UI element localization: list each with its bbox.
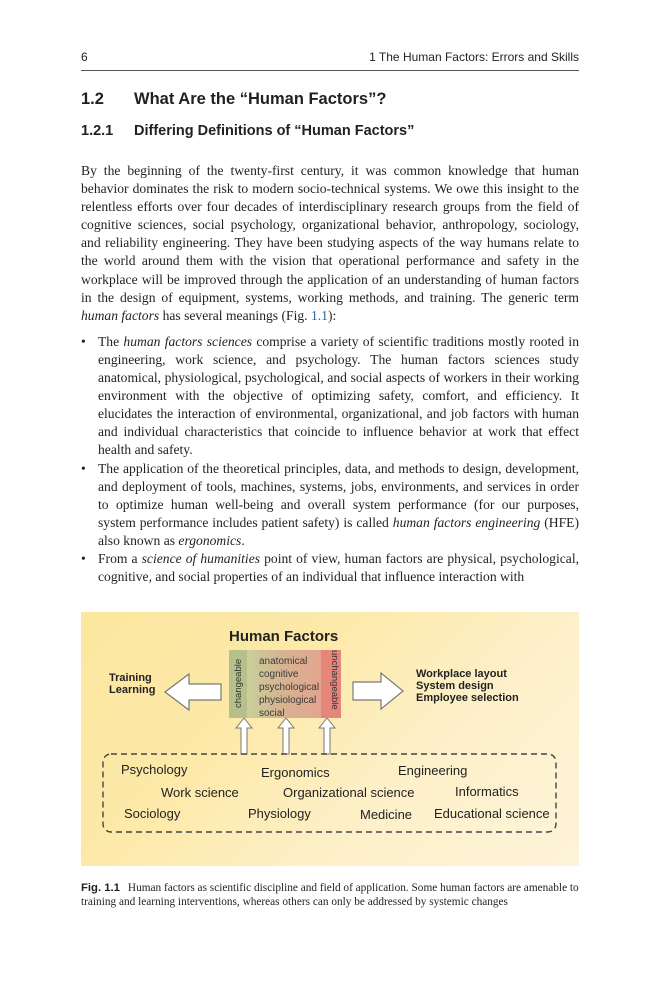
page-number: 6 xyxy=(81,50,88,64)
section-number: 1.2 xyxy=(81,90,104,108)
figure-reference-link[interactable]: 1.1 xyxy=(310,307,328,323)
bullet-2-text-b: (HFE) also known as xyxy=(98,514,579,548)
list-item xyxy=(81,460,579,550)
bullet-1-text-a: The xyxy=(98,333,124,349)
intro-text-3: ): xyxy=(327,307,337,323)
bullet-2-term: human factors engineering xyxy=(392,514,541,530)
bullet-3-text-a: From a xyxy=(98,550,142,566)
discipline-physiology: Physiology xyxy=(248,806,311,821)
caption-label: Fig. 1.1 xyxy=(81,882,120,894)
running-header xyxy=(81,50,579,68)
intro-text-2: has several meanings (Fig. xyxy=(159,307,311,323)
discipline-educational-science: Educational science xyxy=(434,806,550,821)
figure-title: Human Factors xyxy=(229,628,339,645)
target-learning: Learning xyxy=(109,684,156,696)
section-heading xyxy=(81,90,386,109)
body-text xyxy=(81,162,579,586)
discipline-engineering: Engineering xyxy=(398,763,468,778)
bullet-2-term-2: ergonomics xyxy=(178,532,242,548)
subsection-heading xyxy=(81,123,414,139)
unchangeable-label: unchangeable xyxy=(329,650,340,710)
changeable-label: changeable xyxy=(233,658,244,708)
arrow-left-icon xyxy=(165,674,221,710)
factor-item: social xyxy=(259,708,285,719)
arrow-up-icon xyxy=(278,718,294,754)
caption-text: Human factors as scientific discipline and field of application. Some human factors are amenable to training and learning interventions, whereas others can only be addressed by systemic changes xyxy=(81,882,579,908)
discipline-informatics: Informatics xyxy=(455,784,519,799)
subsection-title: Differing Definitions of “Human Factors” xyxy=(134,123,415,139)
left-targets xyxy=(109,672,155,696)
factor-item: cognitive xyxy=(259,669,299,680)
header-rule xyxy=(81,70,579,71)
bullet-3-term: science of humanities xyxy=(141,550,261,566)
bullet-2-text-a: The application of the theoretical principles, data, and methods to design, development, and deployment of tools, machines, systems, jobs, environments, and services in order to optimize human well-being and overall system performance (for our purposes, system performance includes patient safety) is called xyxy=(98,460,579,530)
figure-caption xyxy=(81,881,579,909)
bullet-2-text-c: . xyxy=(241,532,245,548)
list-item xyxy=(81,550,579,586)
target-employee-selection: Employee selection xyxy=(416,692,519,704)
factor-item: anatomical xyxy=(259,656,308,667)
discipline-sociology: Sociology xyxy=(124,806,181,821)
factor-list xyxy=(259,655,319,720)
list-item xyxy=(81,333,579,460)
target-system-design: System design xyxy=(416,680,494,692)
target-training: Training xyxy=(109,672,152,684)
arrow-up-icon xyxy=(236,718,252,754)
factor-item: physiological xyxy=(259,695,317,706)
bullet-1-text-b: comprise a variety of scientific traditions mostly rooted in engineering, work science, and psychology. The human factors sciences study anatomical, physiological, psychological, and social aspects of workers in their working environment with the objective of optimizing safety, comfort, and efficiency. It elucidates the interaction of environmental, organizational, and job factors with human and individual characteristics that coincide to influence behavior at work that effect health and safety. xyxy=(98,333,579,458)
discipline-work-science: Work science xyxy=(161,785,239,800)
arrow-up-icon xyxy=(319,718,335,754)
intro-term: human factors xyxy=(81,307,160,323)
subsection-number: 1.2.1 xyxy=(81,123,114,139)
discipline-psychology: Psychology xyxy=(121,762,188,777)
target-workplace-layout: Workplace layout xyxy=(416,668,507,680)
right-targets xyxy=(416,668,519,704)
figure-1-1 xyxy=(81,612,579,866)
discipline-organizational-science: Organizational science xyxy=(283,785,415,800)
discipline-medicine: Medicine xyxy=(360,807,413,822)
discipline-ergonomics: Ergonomics xyxy=(261,765,330,780)
factor-item: psychological xyxy=(259,682,320,693)
section-title: What Are the “Human Factors”? xyxy=(134,90,387,108)
running-title: 1 The Human Factors: Errors and Skills xyxy=(369,50,579,64)
definition-list xyxy=(81,333,579,586)
arrow-right-icon xyxy=(353,673,403,709)
intro-text: By the beginning of the twenty-first century, it was common knowledge that human behavior dominates the risk to modern socio-technical systems. We owe this insight to the relentless efforts over four decades of interdisciplinary research groups from the field of cognitive sciences, social psychology, organizational behavior, anthropology, sociology, and reliability engineering. They have been studying aspects of the way humans relate to the world around them with the vision that operational performance and safety in the workplace will be improved through the application of an understanding of human factors in the design of equipment, systems, working methods, and training. The generic term xyxy=(81,163,579,305)
intro-paragraph xyxy=(81,162,579,325)
bullet-3-text-b: point of view, human factors are physical, psychological, cognitive, and social properties of an individual that influence interaction with xyxy=(98,550,579,585)
bullet-1-term: human factors sciences xyxy=(123,333,253,349)
